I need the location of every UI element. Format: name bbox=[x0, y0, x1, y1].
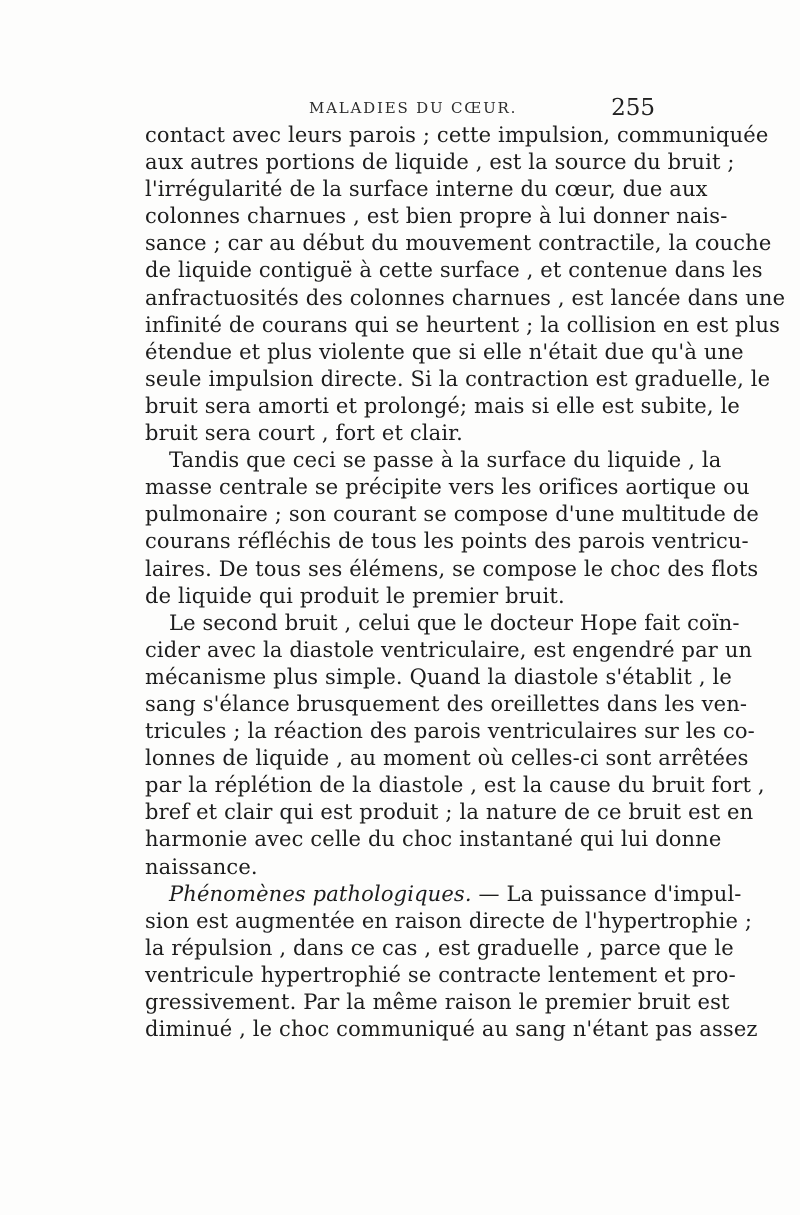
text-line: anfractuosités des colonnes charnues , est lancée dans une bbox=[145, 285, 786, 310]
text-line: bruit sera amorti et prolongé; mais si elle est subite, le bbox=[145, 393, 740, 418]
paragraph-3 bbox=[145, 610, 765, 881]
text-line bbox=[145, 881, 742, 908]
text-line: Tandis que ceci se passe à la surface du liquide , la bbox=[169, 448, 722, 473]
text-line: bruit sera court , fort et clair. bbox=[145, 421, 463, 446]
paragraph-4 bbox=[145, 881, 758, 1044]
running-title: MALADIES DU CŒUR. bbox=[309, 99, 518, 117]
body-text bbox=[145, 122, 786, 1043]
text-line: courans réfléchis de tous les points des parois ventricu- bbox=[145, 529, 749, 554]
text-line: tricules ; la réaction des parois ventriculaires sur les co- bbox=[145, 719, 755, 744]
text-line: masse centrale se précipite vers les orifices aortique ou bbox=[145, 475, 750, 500]
text-line: étendue et plus violente que si elle n'était due qu'à une bbox=[145, 339, 744, 364]
text-line: bref et clair qui est produit ; la nature de ce bruit est en bbox=[145, 800, 754, 825]
paragraph-2 bbox=[145, 447, 759, 610]
text-line: sance ; car au début du mouvement contractile, la couche bbox=[145, 231, 772, 256]
paragraph-1 bbox=[145, 122, 786, 447]
text-line: seule impulsion directe. Si la contraction est graduelle, le bbox=[145, 366, 771, 391]
text-line: laires. De tous ses élémens, se compose le choc des flots bbox=[145, 556, 759, 581]
text-line: aux autres portions de liquide , est la source du bruit ; bbox=[145, 150, 735, 175]
text-line: gressivement. Par la même raison le premier bruit est bbox=[145, 990, 730, 1014]
text-line: par la réplétion de la diastole , est la cause du bruit fort , bbox=[145, 773, 765, 798]
page-number: 255 bbox=[611, 95, 655, 121]
text-line: colonnes charnues , est bien propre à lui donner nais- bbox=[145, 204, 728, 229]
text-line: naissance. bbox=[145, 854, 258, 879]
text-line: cider avec la diastole ventriculaire, est engendré par un bbox=[145, 637, 753, 662]
text-line: contact avec leurs parois ; cette impulsion, communiquée bbox=[145, 123, 769, 147]
text-line: harmonie avec celle du choc instantané qui lui donne bbox=[145, 827, 722, 852]
text-line: sang s'élance brusquement des oreillettes dans les ven- bbox=[145, 691, 748, 716]
text-line: pulmonaire ; son courant se compose d'une multitude de bbox=[145, 502, 759, 527]
page-header bbox=[147, 97, 655, 121]
text-line: de liquide qui produit le premier bruit. bbox=[145, 583, 565, 608]
text-run: — La puissance d'impul- bbox=[471, 881, 742, 906]
text-line: infinité de courans qui se heurtent ; la collision en est plus bbox=[145, 312, 781, 337]
text-line: l'irrégularité de la surface interne du cœur, due aux bbox=[145, 177, 708, 202]
section-heading-italic: Phénomènes pathologiques. bbox=[169, 881, 472, 906]
text-line: Le second bruit , celui que le docteur Hope fait coïn- bbox=[169, 610, 740, 635]
text-line: lonnes de liquide , au moment où celles-ci sont arrêtées bbox=[145, 746, 749, 771]
text-line: la répulsion , dans ce cas , est graduelle , parce que le bbox=[145, 935, 734, 960]
text-line: sion est augmentée en raison directe de l'hypertrophie ; bbox=[145, 908, 753, 933]
text-line: diminué , le choc communiqué au sang n'étant pas assez bbox=[145, 1017, 758, 1042]
text-line: mécanisme plus simple. Quand la diastole s'établit , le bbox=[145, 664, 732, 689]
text-line: ventricule hypertrophié se contracte lentement et pro- bbox=[145, 962, 736, 987]
text-line: de liquide contiguë à cette surface , et contenue dans les bbox=[145, 258, 763, 283]
